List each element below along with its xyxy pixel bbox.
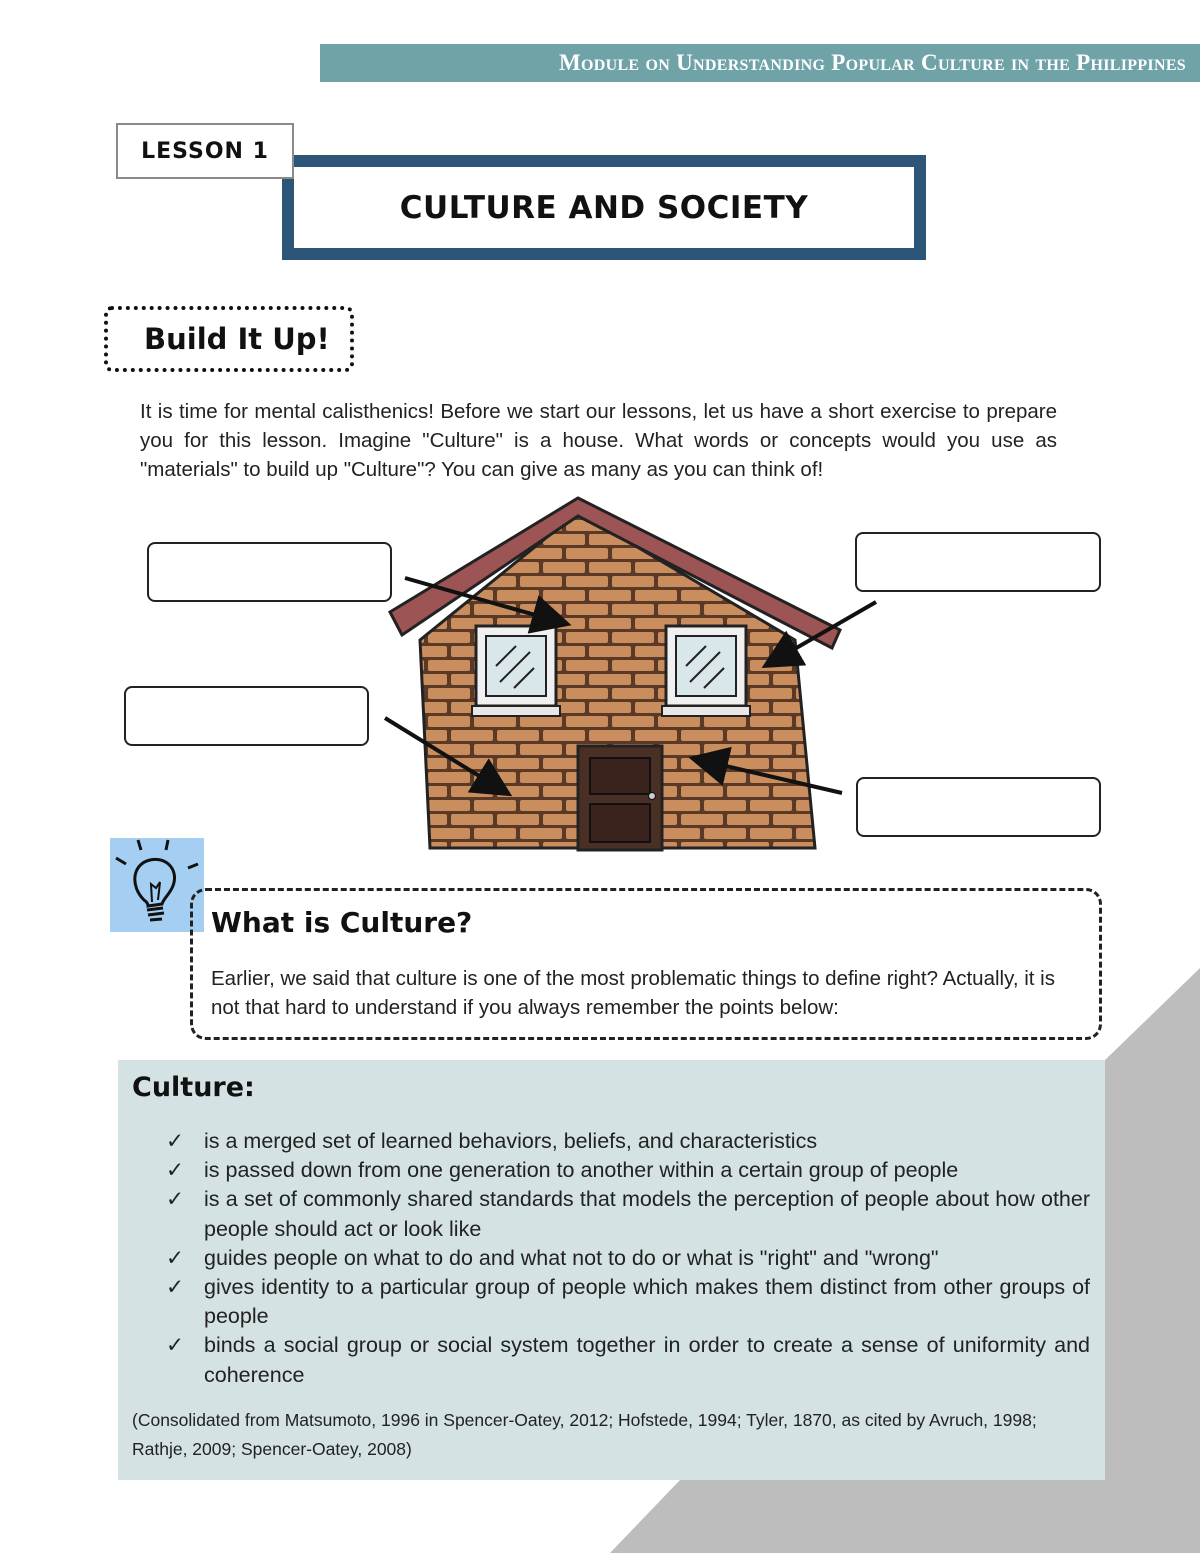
list-item bbox=[166, 1244, 1090, 1273]
checkmark-icon: ✓ bbox=[166, 1333, 185, 1358]
checkmark-icon: ✓ bbox=[166, 1187, 185, 1212]
citation: (Consolidated from Matsumoto, 1996 in Spencer-Oatey, 2012; Hofstede, 1994; Tyler, 1870, as cited by Avruch, 1998; Rathje, 2009; Spencer-Oatey, 2008) bbox=[132, 1410, 1037, 1459]
list-item bbox=[166, 1331, 1090, 1389]
culture-point: binds a social group or social system together in order to create a sense of uniformity and coherence bbox=[204, 1333, 1090, 1387]
build-it-up-instructions: It is time for mental calisthenics! Before we start our lessons, let us have a short exercise to prepare you for this lesson. Imagine "Culture" is a house. What words or concepts would you use as "materials" to build up "Culture"? You can give as many as you can think of! bbox=[140, 400, 1057, 481]
checkmark-icon: ✓ bbox=[166, 1245, 185, 1270]
list-item bbox=[166, 1156, 1090, 1185]
arrow-bottom-left bbox=[385, 718, 502, 790]
checkmark-icon: ✓ bbox=[166, 1275, 185, 1300]
arrow-top-right bbox=[772, 602, 876, 662]
culture-points-list bbox=[166, 1127, 1090, 1390]
culture-point: is a merged set of learned behaviors, beliefs, and characteristics bbox=[204, 1129, 818, 1153]
arrow-top-left bbox=[405, 578, 560, 622]
build-it-up-heading: Build It Up! bbox=[104, 306, 354, 372]
what-is-culture-heading: What is Culture? bbox=[211, 906, 473, 939]
list-item bbox=[166, 1185, 1090, 1243]
module-title: Module on Understanding Popular Culture in the Philippines bbox=[559, 50, 1186, 75]
checkmark-icon: ✓ bbox=[166, 1158, 185, 1183]
checkmark-icon: ✓ bbox=[166, 1129, 185, 1153]
culture-heading: Culture: bbox=[132, 1072, 255, 1103]
culture-point: is passed down from one generation to another within a certain group of people bbox=[204, 1158, 959, 1183]
arrow-bottom-right bbox=[700, 760, 842, 793]
culture-point: gives identity to a particular group of people which makes them distinct from other groups of people bbox=[204, 1275, 1090, 1329]
what-is-culture-text: Earlier, we said that culture is one of the most problematic things to define right? Actually, it is not that hard to understand if you always remember the points below: bbox=[211, 967, 1055, 1019]
culture-point: guides people on what to do and what not to do or what is "right" and "wrong" bbox=[204, 1245, 939, 1270]
list-item bbox=[166, 1127, 1090, 1156]
lesson-title: CULTURE AND SOCIETY bbox=[294, 167, 914, 248]
culture-point: is a set of commonly shared standards that models the perception of people about how other people should act or look like bbox=[204, 1187, 1090, 1241]
lesson-tag: LESSON 1 bbox=[116, 123, 294, 179]
list-item bbox=[166, 1273, 1090, 1331]
